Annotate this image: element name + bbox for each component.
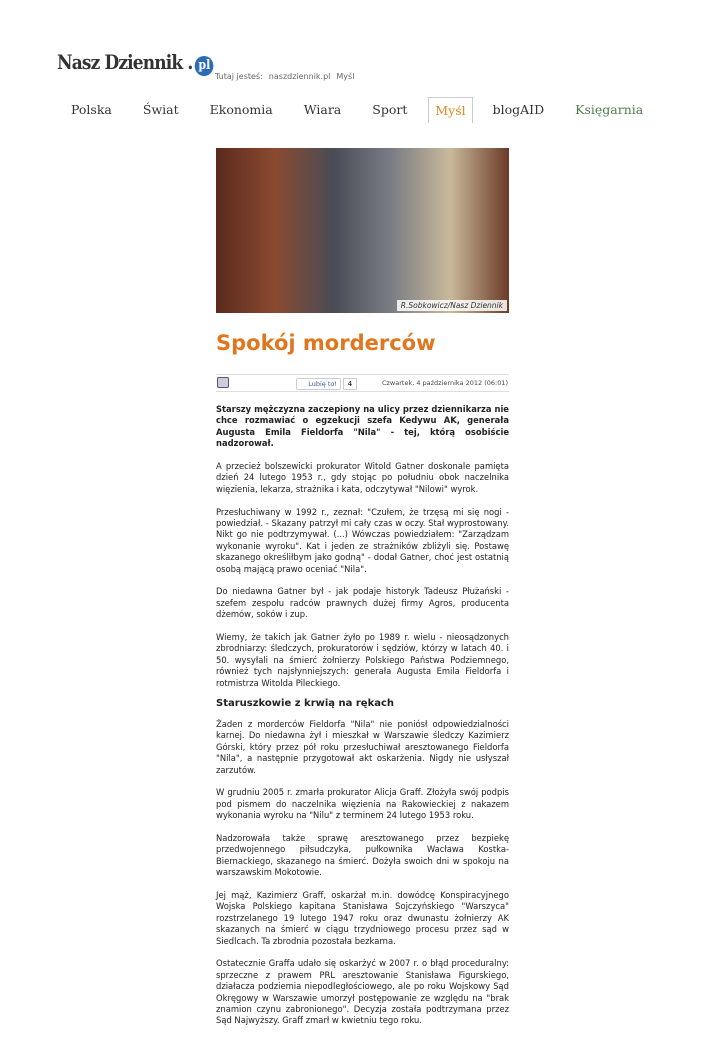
breadcrumb-current[interactable]: Myśl — [336, 72, 355, 81]
paragraph: Jej mąż, Kazimierz Graff, oskarżał m.in. dowódcę Konspiracyjnego Wojska Polskiego kapitana Stanisława Sojczyńskiego "Warszyca" rozstrzelanego 19 lutego 1947 roku oraz dwunastu żołnierzy AK skazanych na śmierć w ciągu trzydniowego procesu przez sąd w Siedlcach. Ta zbrodnia pozostała bezkarna. — [216, 889, 509, 946]
article-title: Spokój morderców — [216, 331, 436, 355]
paragraph: Żaden z morderców Fieldorfa "Nila" nie poniósł odpowiedzialności karnej. Do niedawna żył i mieszkał w Warszawie śledczy Kazimierz Górski, który przez pół roku przesłuchiwał aresztowanego Fieldorfa "Nila", a następnie przygotował akt oskarżenia. Nigdy nie usłyszał zarzutów. — [216, 718, 509, 775]
paragraph: Nadzorowała także sprawę aresztowanego przez bezpiekę przedwojennego piłsudczyka, pułkownika Wacława Kostka-Biernackiego, skazanego na śmierć. Dożyła swoich dni w spokoju na warszawskim Mokotowie. — [216, 832, 509, 878]
article-body — [216, 404, 509, 1038]
article-date: Czwartek, 4 października 2012 (06:01) — [381, 379, 508, 387]
paragraph: W grudniu 2005 r. zmarła prokurator Alicja Graff. Złożyła swój podpis pod pismem do naczelnika więzienia na Rakowieckiej z nakazem wykonania wyroku na "Nilu" z terminem 24 lutego 1953 roku. — [216, 787, 509, 821]
print-icon[interactable] — [217, 377, 229, 388]
nav-sport[interactable]: Sport — [372, 102, 408, 117]
breadcrumb: Tutaj jesteś: naszdziennik.pl Myśl — [215, 72, 355, 81]
nav-ekonomia[interactable]: Ekonomia — [209, 102, 273, 117]
nav-ksiegarnia[interactable]: Księgarnia — [575, 102, 644, 117]
paragraph: Przesłuchiwany w 1992 r., zeznał: "Czułem, że trzęsą mi się nogi - powiedział. - Skazany patrzył mi cały czas w oczy. Stał wyprostowany. Nikt go nie podtrzymywał. (...) Wówczas powiedziałem: "Zarządzam wykonanie wyroku". Kat i jeden ze strażników zbliżyli się. Postawę skazanego określiłbym jako godną" - dodał Gatner, choć jest ostatnią osobą mającą prawo oceniać "Nila". — [216, 506, 509, 574]
nav-mysl[interactable]: Myśl — [428, 97, 472, 123]
article-lead: Starszy mężczyzna zaczepiony na ulicy przez dziennikarza nie chce rozmawiać o egzekucji szefa Kedywu AK, generała Augusta Emila Fieldorfa "Nila" - tej, którą osobiście nadzorował. — [216, 404, 509, 449]
article-subheading: Staruszkowie z krwią na rękach — [216, 698, 395, 710]
paragraph: Do niedawna Gatner był - jak podaje historyk Tadeusz Płużański - szefem zespołu radców prawnych dużej firmy Agros, producenta dżemów, soków i zup. — [216, 586, 509, 620]
paragraph: A przecież bolszewicki prokurator Witold Gatner doskonale pamięta dzień 24 lutego 1953 r., gdy stojąc po południu obok naczelnika więzienia, lekarza, strażnika i kata, odczytywał "Nilowi" wyrok. — [216, 461, 509, 494]
like-button[interactable]: Lubię to! — [296, 378, 341, 390]
article-photo — [216, 148, 509, 313]
paragraph: Ostatecznie Graffa udało się oskarżyć w 2007 r. o błąd proceduralny: sprzeczne z prawem PRL aresztowanie Stanisława Figurskiego, działacza podziemia niepodległościowego, ale po roku Wojskowy Sąd Okręgowy w Warszawie umorzył postępowanie ze względu na "brak znamion czynu zabronionego". Decyzja została podtrzymana przez Sąd Najwyższy. Graff zmarł w kwietniu tego roku. — [216, 958, 509, 1026]
main-nav — [56, 97, 659, 123]
nav-swiat[interactable]: Świat — [142, 102, 179, 117]
paragraph: Wiemy, że takich jak Gatner żyło po 1989 r. wielu - nieosądzonych zbrodniarzy: śledczych, prokuratorów i sędziów, którzy w latach 40. i 50. wysyłali na śmierć żołnierzy Polskiego Państwa Podziemnego, również tych najsłynniejszych: generała Augusta Emila Fieldorfa i rotmistrza Witolda Pileckiego. — [216, 632, 509, 688]
breadcrumb-link-home[interactable]: naszdziennik.pl — [268, 72, 331, 81]
site-logo[interactable]: Nasz Dziennik . pl — [57, 50, 214, 76]
like-count: 4 — [343, 378, 357, 390]
nav-polska[interactable]: Polska — [71, 102, 112, 117]
nav-wiara[interactable]: Wiara — [303, 102, 342, 117]
photo-caption: R.Sobkowicz/Nasz Dziennik — [397, 300, 507, 311]
nav-blogaid[interactable]: blogAID — [492, 102, 545, 117]
article-meta-bar — [216, 374, 509, 392]
